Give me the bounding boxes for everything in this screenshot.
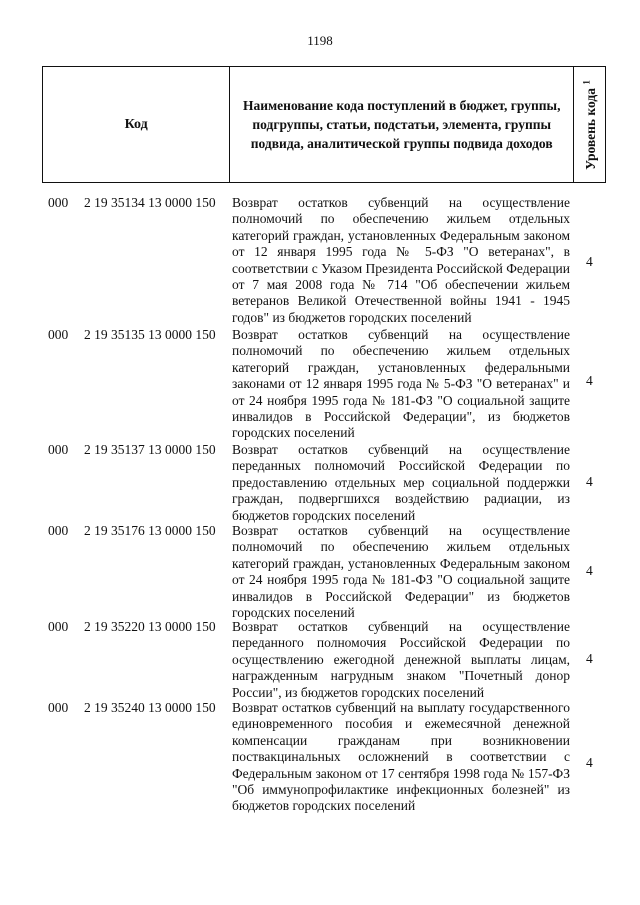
row-name: Возврат остатков субвенций на осуществление переданного полномочия Российской Федерации по осуществлению ежегодной денежной выплаты лицам, награжденным нагрудным знаком "Почетный донор России", из бюджетов городских поселений	[232, 619, 570, 700]
row-code: 2 19 35134 13 0000 150	[84, 195, 216, 210]
table-header	[42, 66, 606, 183]
header-name: Наименование кода поступлений в бюджет, группы, подгруппы, статьи, подстатьи, элемента, группы подвида, аналитической группы подвида доходов	[230, 67, 574, 182]
header-level-footnote: 1	[580, 79, 591, 85]
row-level: 4	[586, 755, 593, 770]
row-name: Возврат остатков субвенций на выплату государственного единовременного пособия и ежемесячной денежной компенсации гражданам при возникновении поствакцинальных осложнений в соответствии с Федеральным законом от 17 сентября 1998 года № 157-ФЗ "Об иммунопрофилактике инфекционных болезней" из бюджетов городских поселений	[232, 700, 570, 814]
row-name: Возврат остатков субвенций на осуществление полномочий по обеспечению жильем отдельных категорий граждан, установленных Федеральным законом от 12 января 1995 года № 5-ФЗ "О ветеранах", в соответствии с Указом Президента Российской Федерации от 7 мая 2008 года № 714 "Об обеспечении жильем ветеранов Великой Отечественной войны 1941 - 1945 годов" из бюджетов городских поселений	[232, 195, 570, 325]
row-prefix: 000	[48, 700, 69, 715]
row-code: 2 19 35137 13 0000 150	[84, 442, 216, 457]
row-prefix: 000	[48, 442, 69, 457]
page-number: 1198	[307, 33, 333, 48]
row-level: 4	[586, 563, 593, 578]
row-name: Возврат остатков субвенций на осуществление полномочий по обеспечению жильем отдельных категорий граждан, установленных федеральными законами от 12 января 1995 года № 5-ФЗ "О ветеранах" и от 24 ноября 1995 года № 181-ФЗ "О социальной защите инвалидов в Российской Федерации", из бюджетов городских поселений	[232, 327, 570, 441]
row-level: 4	[586, 254, 593, 269]
row-name: Возврат остатков субвенций на осуществление полномочий по обеспечению жильем отдельных категорий граждан, установленных Федеральным законом от 24 ноября 1995 года № 181-ФЗ "О социальной защите инвалидов в Российской Федерации" из бюджетов городских поселений	[232, 523, 570, 621]
header-level-label: Уровень кода	[582, 87, 598, 170]
row-level: 4	[586, 651, 593, 666]
row-code: 2 19 35176 13 0000 150	[84, 523, 216, 538]
row-prefix: 000	[48, 195, 69, 210]
header-level	[574, 67, 605, 182]
row-prefix: 000	[48, 619, 69, 634]
row-prefix: 000	[48, 327, 69, 342]
header-code: Код	[43, 67, 230, 182]
row-name: Возврат остатков субвенций на осуществление переданных полномочий Российской Федерации по предоставлению отдельных мер социальной поддержки граждан, подвергшихся воздействию радиации, из бюджетов городских поселений	[232, 442, 570, 523]
row-level: 4	[586, 474, 593, 489]
row-prefix: 000	[48, 523, 69, 538]
row-code: 2 19 35240 13 0000 150	[84, 700, 216, 715]
row-code: 2 19 35135 13 0000 150	[84, 327, 216, 342]
row-level: 4	[586, 373, 593, 388]
row-code: 2 19 35220 13 0000 150	[84, 619, 216, 634]
